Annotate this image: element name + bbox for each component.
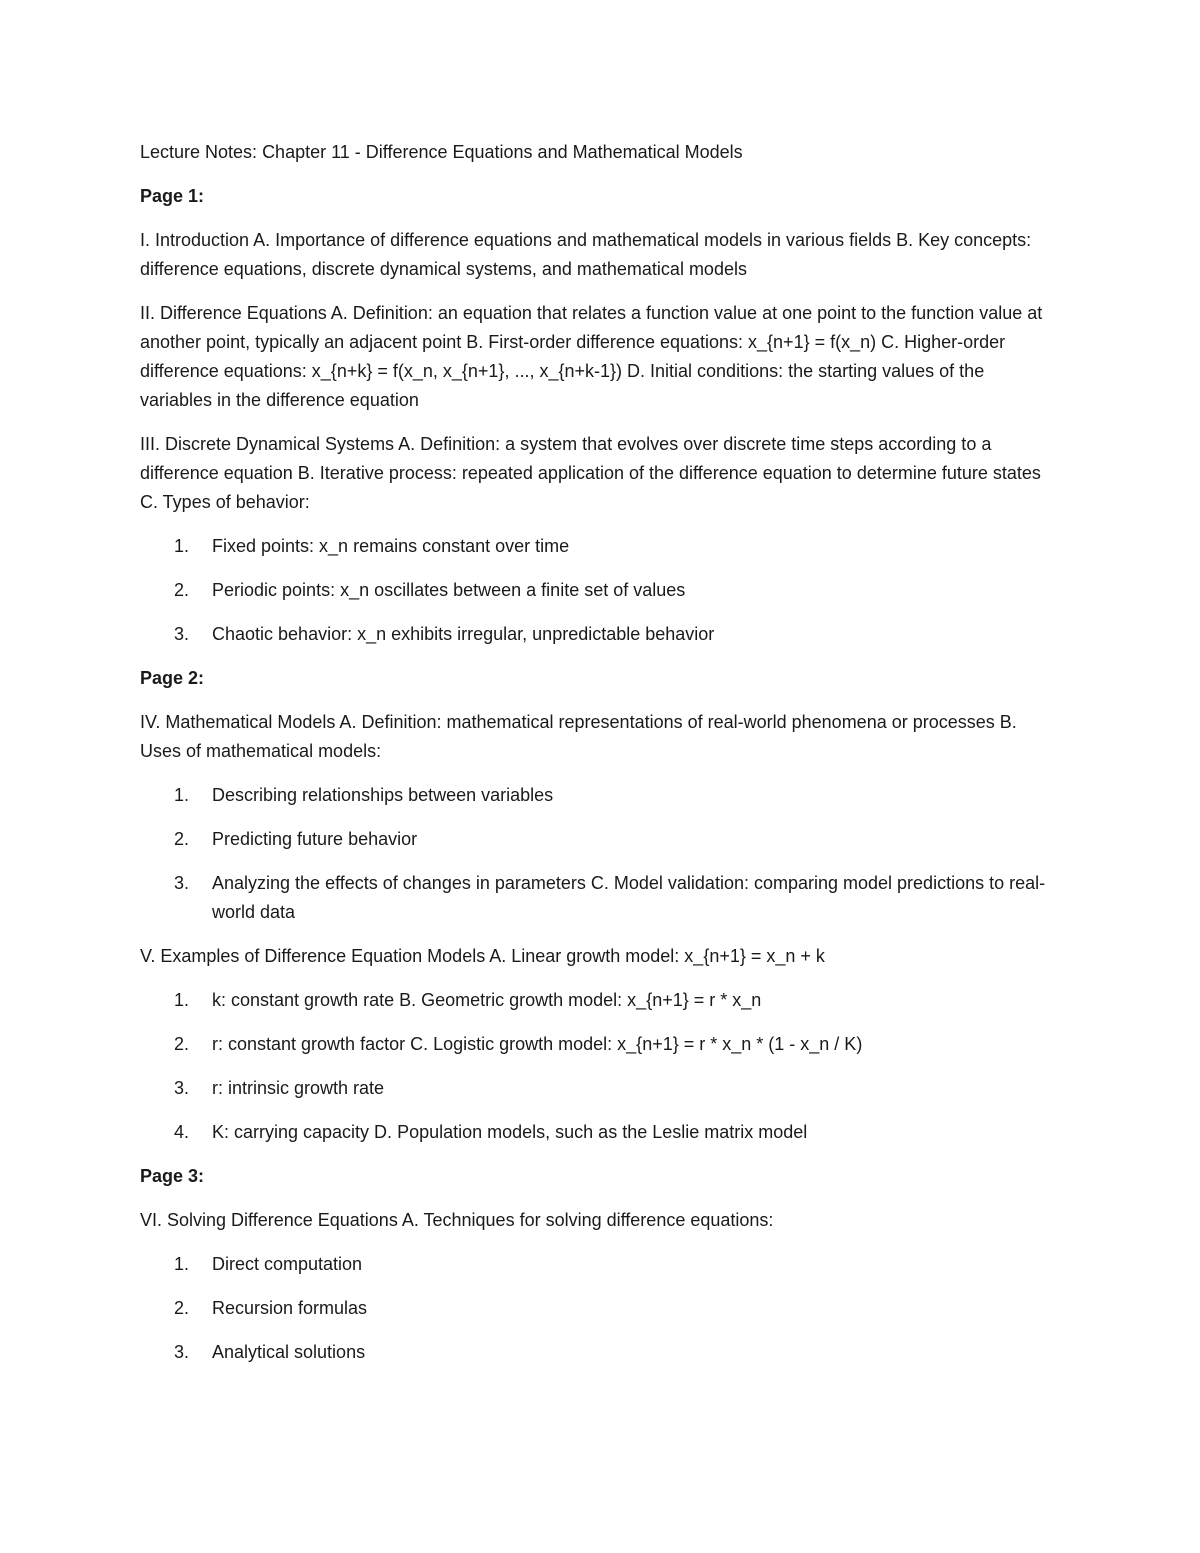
list-item-text: Recursion formulas [212, 1298, 368, 1318]
numbered-list [140, 781, 1060, 927]
paragraph: V. Examples of Difference Equation Models A. Linear growth model: x_{n+1} = x_n + k [140, 946, 825, 966]
page-label: Page 2: [140, 668, 205, 688]
list-item [140, 1250, 1060, 1279]
list-item-text: r: constant growth factor C. Logistic growth model: x_{n+1} = r * x_n * (1 - x_n / K) [212, 1034, 863, 1054]
list-item [140, 1338, 1060, 1367]
list-number: 1. [174, 785, 190, 805]
document-title: Lecture Notes: Chapter 11 - Difference Equations and Mathematical Models [140, 142, 743, 162]
list-item-text: K: carrying capacity D. Population models, such as the Leslie matrix model [212, 1122, 808, 1142]
list-item [140, 869, 1060, 927]
paragraph: I. Introduction A. Importance of difference equations and mathematical models in various fields B. Key concepts: difference equations, discrete dynamical systems, and mathematical models [140, 230, 1032, 279]
list-item [140, 1294, 1060, 1323]
page-label: Page 3: [140, 1166, 205, 1186]
list-number: 2. [174, 1298, 190, 1318]
paragraph: II. Difference Equations A. Definition: an equation that relates a function value at one point to the function value at another point, typically an adjacent point B. First-order difference equations: x_{n+1} = f(x_n) C. Higher-order difference equations: x_{n+k} = f(x_n, x_{n+1}, ..., x_{n+k-1}) D. Initial conditions: the starting values of the variables in the difference equation [140, 303, 1043, 410]
list-number: 3. [174, 1078, 190, 1098]
paragraph: IV. Mathematical Models A. Definition: mathematical representations of real-world phenomena or processes B. Uses of mathematical models: [140, 712, 1017, 761]
list-item-text: Direct computation [212, 1254, 363, 1274]
list-item [140, 576, 1060, 605]
list-item-text: Describing relationships between variables [212, 785, 554, 805]
list-item-text: Analytical solutions [212, 1342, 366, 1362]
list-item [140, 986, 1060, 1015]
list-item [140, 1074, 1060, 1103]
numbered-list [140, 1250, 1060, 1367]
list-item-text: Periodic points: x_n oscillates between a finite set of values [212, 580, 686, 600]
list-number: 2. [174, 580, 190, 600]
paragraph: III. Discrete Dynamical Systems A. Definition: a system that evolves over discrete time steps according to a difference equation B. Iterative process: repeated application of the difference equation to determine future states C. Types of behavior: [140, 434, 1041, 512]
list-number: 4. [174, 1122, 190, 1142]
numbered-list [140, 986, 1060, 1147]
document-page [140, 138, 1060, 1382]
list-number: 3. [174, 624, 190, 644]
list-item-text: Analyzing the effects of changes in parameters C. Model validation: comparing model predictions to real-world data [212, 873, 1046, 922]
page-label: Page 1: [140, 186, 205, 206]
list-item [140, 620, 1060, 649]
list-item-text: Chaotic behavior: x_n exhibits irregular, unpredictable behavior [212, 624, 715, 644]
list-item-text: Fixed points: x_n remains constant over time [212, 536, 570, 556]
list-number: 1. [174, 1254, 190, 1274]
list-item [140, 532, 1060, 561]
list-number: 1. [174, 536, 190, 556]
list-item [140, 1030, 1060, 1059]
list-number: 3. [174, 1342, 190, 1362]
list-item-text: k: constant growth rate B. Geometric growth model: x_{n+1} = r * x_n [212, 990, 762, 1010]
list-number: 1. [174, 990, 190, 1010]
list-item [140, 1118, 1060, 1147]
list-item-text: Predicting future behavior [212, 829, 418, 849]
list-number: 3. [174, 873, 190, 893]
list-item [140, 825, 1060, 854]
list-number: 2. [174, 829, 190, 849]
numbered-list [140, 532, 1060, 649]
list-number: 2. [174, 1034, 190, 1054]
list-item-text: r: intrinsic growth rate [212, 1078, 385, 1098]
paragraph: VI. Solving Difference Equations A. Techniques for solving difference equations: [140, 1210, 774, 1230]
list-item [140, 781, 1060, 810]
